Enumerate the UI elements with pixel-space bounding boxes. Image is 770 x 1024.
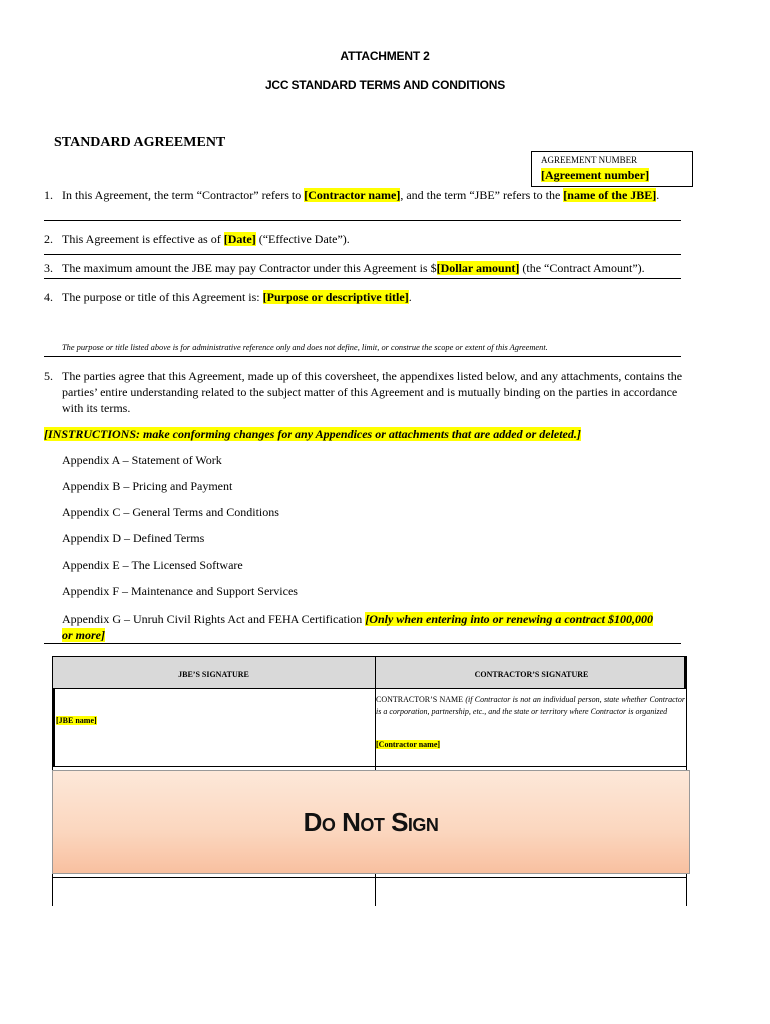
clause-number: 2. bbox=[44, 232, 53, 246]
agreement-number-label: AGREEMENT NUMBER bbox=[541, 155, 638, 165]
dollar-amount-field: [Dollar amount] bbox=[436, 261, 520, 275]
do-not-sign-banner bbox=[52, 770, 690, 874]
clause-text: The purpose or title of this Agreement is: bbox=[62, 290, 263, 304]
agreement-number-box bbox=[531, 151, 693, 187]
divider bbox=[44, 278, 681, 279]
clause-text: , and the term “JBE” refers to the bbox=[400, 188, 564, 202]
clause-text: In this Agreement, the term “Contractor” refers to bbox=[62, 188, 305, 202]
appendix-g bbox=[62, 611, 662, 643]
contractor-signature-header: CONTRACTOR’S SIGNATURE bbox=[474, 670, 589, 679]
clause-text: The maximum amount the JBE may pay Contractor under this Agreement is $ bbox=[62, 261, 437, 275]
appendix-g-note: [Only when entering into or renewing a contract $100,000 or more] bbox=[62, 612, 654, 642]
clause-number: 1. bbox=[44, 188, 53, 202]
clause-3 bbox=[44, 260, 684, 276]
purpose-note: The purpose or title listed above is for administrative reference only and does not define, limit, or construe the scope or extent of this Agreement. bbox=[62, 343, 548, 352]
jbe-name-field: [name of the JBE] bbox=[563, 188, 657, 202]
contractor-name-label: CONTRACTOR’S NAME bbox=[376, 695, 464, 704]
clause-number: 4. bbox=[44, 290, 53, 304]
appendix-f: Appendix F – Maintenance and Support Services bbox=[62, 584, 298, 598]
date-field: [Date] bbox=[223, 232, 256, 246]
clause-number: 3. bbox=[44, 261, 53, 275]
clause-number: 5. bbox=[44, 369, 53, 383]
divider bbox=[44, 356, 681, 357]
jbe-name-field: [JBE name] bbox=[56, 716, 97, 725]
clause-text: (the “Contract Amount”). bbox=[519, 261, 645, 275]
divider bbox=[44, 254, 681, 255]
clause-5 bbox=[44, 368, 684, 416]
contractor-name-field: [Contractor name] bbox=[376, 740, 441, 749]
appendix-a: Appendix A – Statement of Work bbox=[62, 453, 222, 467]
appendix-e: Appendix E – The Licensed Software bbox=[62, 558, 243, 572]
clause-4 bbox=[44, 289, 684, 305]
appendix-b: Appendix B – Pricing and Payment bbox=[62, 479, 233, 493]
purpose-field: [Purpose or descriptive title] bbox=[262, 290, 409, 304]
clause-text: The parties agree that this Agreement, made up of this coversheet, the appendixes listed below, and any attachments, contains the parties’ entire understanding related to the subject matter of this Agreement and is mutually binding on the parties in accordance with its terms. bbox=[62, 369, 683, 415]
document-subtitle: JCC STANDARD TERMS AND CONDITIONS bbox=[264, 78, 506, 92]
clause-2 bbox=[44, 231, 684, 247]
jbe-signature-header: JBE’S SIGNATURE bbox=[178, 670, 249, 679]
appendix-g-label: Appendix G – Unruh Civil Rights Act and FEHA Certification bbox=[62, 612, 363, 626]
do-not-sign-text: Do Not Sign bbox=[303, 806, 439, 837]
contractor-name-note: (if Contractor is not an individual person, state whether Contractor is a corporation, partnership, etc., and the state or territory where Contractor is organized bbox=[376, 695, 686, 716]
clause-text: . bbox=[408, 290, 412, 304]
appendix-c: Appendix C – General Terms and Conditions bbox=[62, 505, 279, 519]
attachment-title: ATTACHMENT 2 bbox=[340, 49, 430, 63]
divider bbox=[44, 220, 681, 221]
contractor-name-field: [Contractor name] bbox=[304, 188, 401, 202]
divider bbox=[44, 643, 681, 644]
clause-text: . bbox=[656, 188, 660, 202]
instructions-note: [INSTRUCTIONS: make conforming changes for any Appendices or attachments that are added or deleted.] bbox=[44, 427, 581, 441]
contractor-name-cell bbox=[376, 694, 685, 718]
clause-text: This Agreement is effective as of bbox=[62, 232, 224, 246]
agreement-title: STANDARD AGREEMENT bbox=[54, 135, 226, 150]
clause-1 bbox=[44, 187, 684, 203]
appendix-d: Appendix D – Defined Terms bbox=[62, 531, 205, 545]
clause-text: (“Effective Date”). bbox=[255, 232, 350, 246]
agreement-number-value: [Agreement number] bbox=[541, 168, 650, 182]
